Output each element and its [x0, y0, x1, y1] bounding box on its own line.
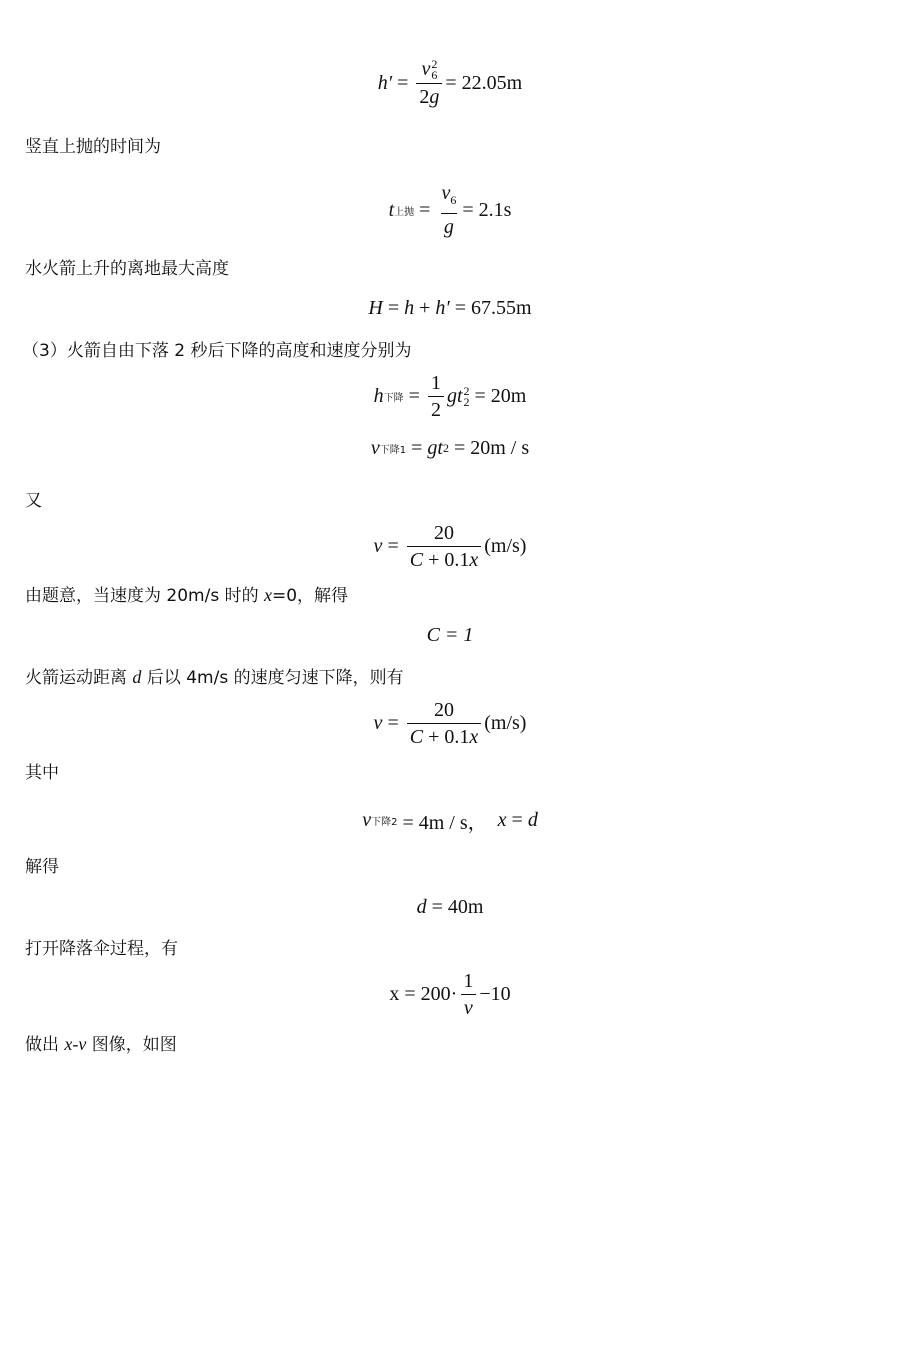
text-line: 做出 x-v 图像，如图	[25, 1034, 177, 1055]
equation-rise-time: t 上抛 = $\frac{v_6}{g}$ = 2.1s	[388, 182, 512, 238]
equation-constant: C = 1	[426, 624, 474, 646]
eq-result: = 20m / s	[453, 437, 530, 459]
eq-result: = 40m	[431, 896, 484, 918]
eq-result: = 22.05m	[445, 71, 523, 94]
eq-unit: (m/s)	[484, 535, 527, 557]
text-line: 其中	[25, 763, 59, 783]
eq-result: = 67.55m	[454, 297, 532, 319]
equation-conditions: v 下降2 = 4m / s， x = d	[362, 809, 538, 834]
equation-distance: d = 40m	[416, 896, 484, 918]
fraction: $\frac{20}{C + 0.1x}$	[407, 699, 482, 748]
fraction: $\frac{1}{v}$	[460, 970, 476, 1019]
text-line: 竖直上抛的时间为	[25, 137, 161, 157]
text-line: （3）火箭自由下落 2 秒后下降的高度和速度分别为	[22, 341, 412, 361]
text-line: 由题意，当速度为 20m/s 时的 x=0，解得	[25, 585, 349, 606]
equation-fall-speed: v 下降1 = gt 2 = 20m / s	[370, 437, 530, 459]
equation-speed-function: v = $\frac{20}{C + 0.1x}$ (m/s)	[373, 522, 527, 571]
equation-speed-function: v = $\frac{20}{C + 0.1x}$ (m/s)	[373, 699, 527, 748]
text-line: 打开降落伞过程，有	[25, 939, 178, 959]
text-line: 火箭运动距离 d 后以 4m/s 的速度匀速下降，则有	[25, 667, 404, 688]
equation-total-height: H = h + h′ = 67.55m	[368, 297, 532, 319]
text-line: 又	[25, 491, 42, 511]
eq-result: = 2.1s	[462, 198, 512, 221]
fraction: $\frac{1}{2}$	[428, 372, 444, 421]
fraction: $\frac{20}{C + 0.1x}$	[407, 522, 482, 571]
text-line: 解得	[25, 857, 59, 877]
text-line: 水火箭上升的离地最大高度	[25, 259, 229, 279]
fraction: $\frac{v_6}{g}$	[441, 182, 457, 238]
equation-fall-height: h 下降 = $\frac{1}{2}$ gt 2 2 = 20m	[373, 372, 527, 421]
eq-result: = 20m	[474, 385, 527, 407]
fraction: v 2 6 2g	[416, 58, 442, 108]
equation-max-height-extra: h′ = v 2 6 2g = 22.05m	[377, 57, 523, 109]
eq-unit: (m/s)	[484, 712, 527, 734]
equation-parachute: x = 200· $\frac{1}{v}$ −10	[389, 970, 511, 1019]
